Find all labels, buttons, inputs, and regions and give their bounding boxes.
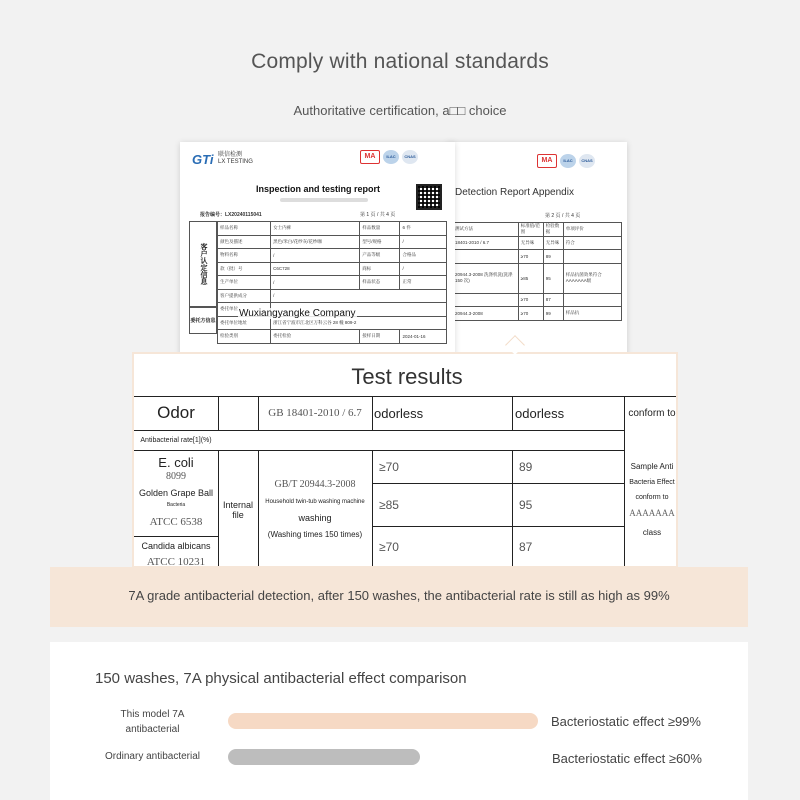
- report-cell: 合格品: [400, 249, 447, 263]
- report-cell: C6C728: [271, 262, 360, 276]
- internal-file-label: Internal file: [222, 500, 254, 520]
- odor-label: Odor: [157, 403, 195, 422]
- comparison-effect: Bacteriostatic effect ≥99%: [551, 714, 701, 729]
- test-results-title: Test results: [351, 364, 463, 389]
- report-cell: 客户提供成分: [218, 289, 271, 303]
- appendix-cell: [563, 293, 621, 307]
- report-cell: 2024-01-16: [400, 330, 447, 344]
- gti-logo: GTi: [192, 152, 214, 167]
- requirement-value: ≥70: [379, 539, 399, 554]
- client-info-label: 委托方信息: [189, 307, 217, 334]
- report-cell: 正常: [400, 276, 447, 290]
- test-results-panel: [132, 352, 678, 568]
- report-cell: /: [271, 249, 360, 263]
- grape-code: ATCC 6538: [149, 516, 203, 528]
- appendix-cell: 87: [543, 293, 563, 307]
- test-results-table: [134, 396, 678, 568]
- appendix-cell: 18401-2010 / 6.7: [453, 236, 519, 250]
- label-line: antibacterial: [125, 724, 180, 735]
- appendix-cell: 无异味: [543, 236, 563, 250]
- page-subtitle: Authoritative certification, a□□ choice: [293, 103, 507, 118]
- gti-logo-text: [218, 152, 253, 166]
- grid-line: [134, 430, 624, 431]
- appendix-col: 测试方法: [453, 223, 519, 237]
- appendix-cell: 89: [543, 250, 563, 264]
- report-cell: 样品名称: [218, 222, 271, 236]
- cma-logo: MA: [537, 154, 557, 168]
- report-cell: 接样日期: [360, 330, 400, 344]
- appendix-cell: [453, 293, 519, 307]
- appendix-heading: Detection Report Appendix: [455, 187, 574, 198]
- label-line: Ordinary antibacterial: [104, 751, 201, 762]
- wash-standard: GB/T 20944.3-2008: [274, 478, 356, 490]
- verdict-line: conform to: [635, 493, 669, 501]
- report-cell: 黑色/米白/花纱灰/花纱咖: [271, 235, 360, 249]
- antibacterial-rate-label: Antibacterial rate[1](%): [140, 436, 212, 444]
- appendix-cell: 20944.3-2008 洗涤机洗(洗涤 150 次): [453, 263, 519, 293]
- wash-times: (Washing times 150 times): [267, 529, 363, 539]
- ecoli-label: E. coli: [158, 454, 194, 470]
- appendix-col: 标准值/范围: [518, 223, 543, 237]
- appendix-cell: [453, 250, 519, 264]
- wash-machine: Household twin-tub washing machine: [265, 499, 365, 505]
- inspection-report-image: [180, 142, 455, 357]
- grid-line: [372, 396, 373, 430]
- report-cell: /: [400, 235, 447, 249]
- report-cell: 检验类别: [218, 330, 271, 344]
- appendix-col: 单项评价: [563, 223, 621, 237]
- comparison-panel: [50, 642, 748, 800]
- grape-label: Golden Grape Ball: [138, 488, 214, 498]
- report-number: 报告编号：LX20240115041: [200, 212, 262, 218]
- test-value: 95: [519, 497, 533, 512]
- grid-line: [372, 450, 373, 568]
- appendix-cell: 样品抗菌效果符合 AAAAAAA级: [563, 263, 621, 293]
- logo-en: LX TESTING: [218, 159, 253, 165]
- verdict-line: Sample Anti: [630, 461, 674, 471]
- appendix-page-info: 第 2 页 / 共 4 页: [545, 213, 581, 219]
- requirement-value: ≥85: [379, 497, 399, 512]
- odor-value: odorless: [515, 405, 565, 421]
- ecoli-code: 8099: [166, 470, 186, 482]
- comparison-effect: Bacteriostatic effect ≥60%: [552, 751, 702, 766]
- grid-line: [218, 396, 219, 430]
- appendix-cell: ≥85: [518, 263, 543, 293]
- report-cell: 样品状态: [360, 276, 400, 290]
- grape-sub-label: Bacteria: [166, 502, 186, 508]
- appendix-table: [452, 222, 622, 321]
- report-cell: 型号/规格: [360, 235, 400, 249]
- verdict-line: AAAAAAA: [629, 508, 675, 518]
- report-cell: 委托单位: [218, 303, 271, 317]
- page-title: Comply with national standards: [251, 50, 549, 73]
- summary-text: 7A grade antibacterial detection, after 150 washes, the antibacterial rate is still as high as 99%: [128, 588, 670, 603]
- report-cell: 女士内裤: [271, 222, 360, 236]
- report-heading: Inspection and testing report: [256, 184, 381, 194]
- report-cell: 产品等级: [360, 249, 400, 263]
- grid-line: [512, 396, 513, 430]
- report-cell: 委托检验: [271, 330, 360, 344]
- report-page-info: 第 1 页 / 共 4 页: [360, 212, 396, 218]
- qr-code: [416, 184, 442, 210]
- wash-label: washing: [298, 513, 332, 523]
- comparison-row-label: [90, 749, 215, 764]
- odor-verdict: conform to: [628, 407, 676, 419]
- cnas-logo: CNAS: [402, 150, 418, 164]
- blurred-line: [280, 198, 368, 202]
- report-cell: 颜色及描述: [218, 235, 271, 249]
- summary-band: [50, 567, 748, 627]
- logo-cn: 联信检测: [218, 152, 243, 158]
- report-cell: 生产单位: [218, 276, 271, 290]
- appendix-cell: ≥70: [518, 307, 543, 321]
- requirement-value: ≥70: [379, 459, 399, 474]
- report-cell: 物料名称: [218, 249, 271, 263]
- verdict-line: Bacteria Effect: [629, 478, 675, 486]
- report-cell: 委托单位地址: [218, 316, 271, 330]
- report-cell: 浙江省宁波市江北区万科云谷 28 幢 809-2: [271, 316, 447, 330]
- appendix-cell: ≥70: [518, 250, 543, 264]
- label-line: This model 7A: [120, 709, 185, 720]
- cma-logo: MA: [360, 150, 380, 164]
- report-table: [217, 221, 447, 344]
- appendix-cell: 无异味: [518, 236, 543, 250]
- grid-line: [372, 567, 624, 568]
- odor-requirement: odorless: [374, 405, 424, 421]
- comparison-row-label: [105, 707, 200, 737]
- appendix-col: 检验数据: [543, 223, 563, 237]
- cnas-logo: CNAS: [579, 154, 595, 168]
- ilac-logo: ILAC: [383, 150, 399, 164]
- test-value: 87: [519, 539, 533, 554]
- comparison-bar: [228, 749, 420, 765]
- candida-code: ATCC 10231: [146, 556, 206, 568]
- candida-label: Candida albicans: [141, 541, 211, 551]
- grid-line: [512, 450, 513, 568]
- report-cell: /: [271, 289, 447, 303]
- report-cell: 款（批）号: [218, 262, 271, 276]
- customer-info-label: 客户认定信息: [189, 221, 217, 307]
- comparison-bar: [228, 713, 538, 729]
- appendix-cell: 样品抗: [563, 307, 621, 321]
- appendix-cell: 20944.3-2008: [453, 307, 519, 321]
- appendix-cell: ≥70: [518, 293, 543, 307]
- appendix-cell: [563, 250, 621, 264]
- test-value: 89: [519, 459, 533, 474]
- appendix-cell: 99: [543, 307, 563, 321]
- odor-standard: GB 18401-2010 / 6.7: [268, 406, 362, 419]
- company-name: Wuxiangyangke Company: [239, 308, 356, 319]
- comparison-title: 150 washes, 7A physical antibacterial effect comparison: [95, 670, 467, 687]
- grid-line: [134, 536, 218, 537]
- appendix-cell: 符合: [563, 236, 621, 250]
- report-cell: 样品数量: [360, 222, 400, 236]
- report-cell: 商标: [360, 262, 400, 276]
- appendix-cell: 95: [543, 263, 563, 293]
- ilac-logo: ILAC: [560, 154, 576, 168]
- appendix-report-image: [447, 142, 627, 357]
- verdict-line: class: [642, 527, 662, 537]
- report-cell: 6 件: [400, 222, 447, 236]
- report-cell: /: [271, 276, 360, 290]
- report-cell: /: [400, 262, 447, 276]
